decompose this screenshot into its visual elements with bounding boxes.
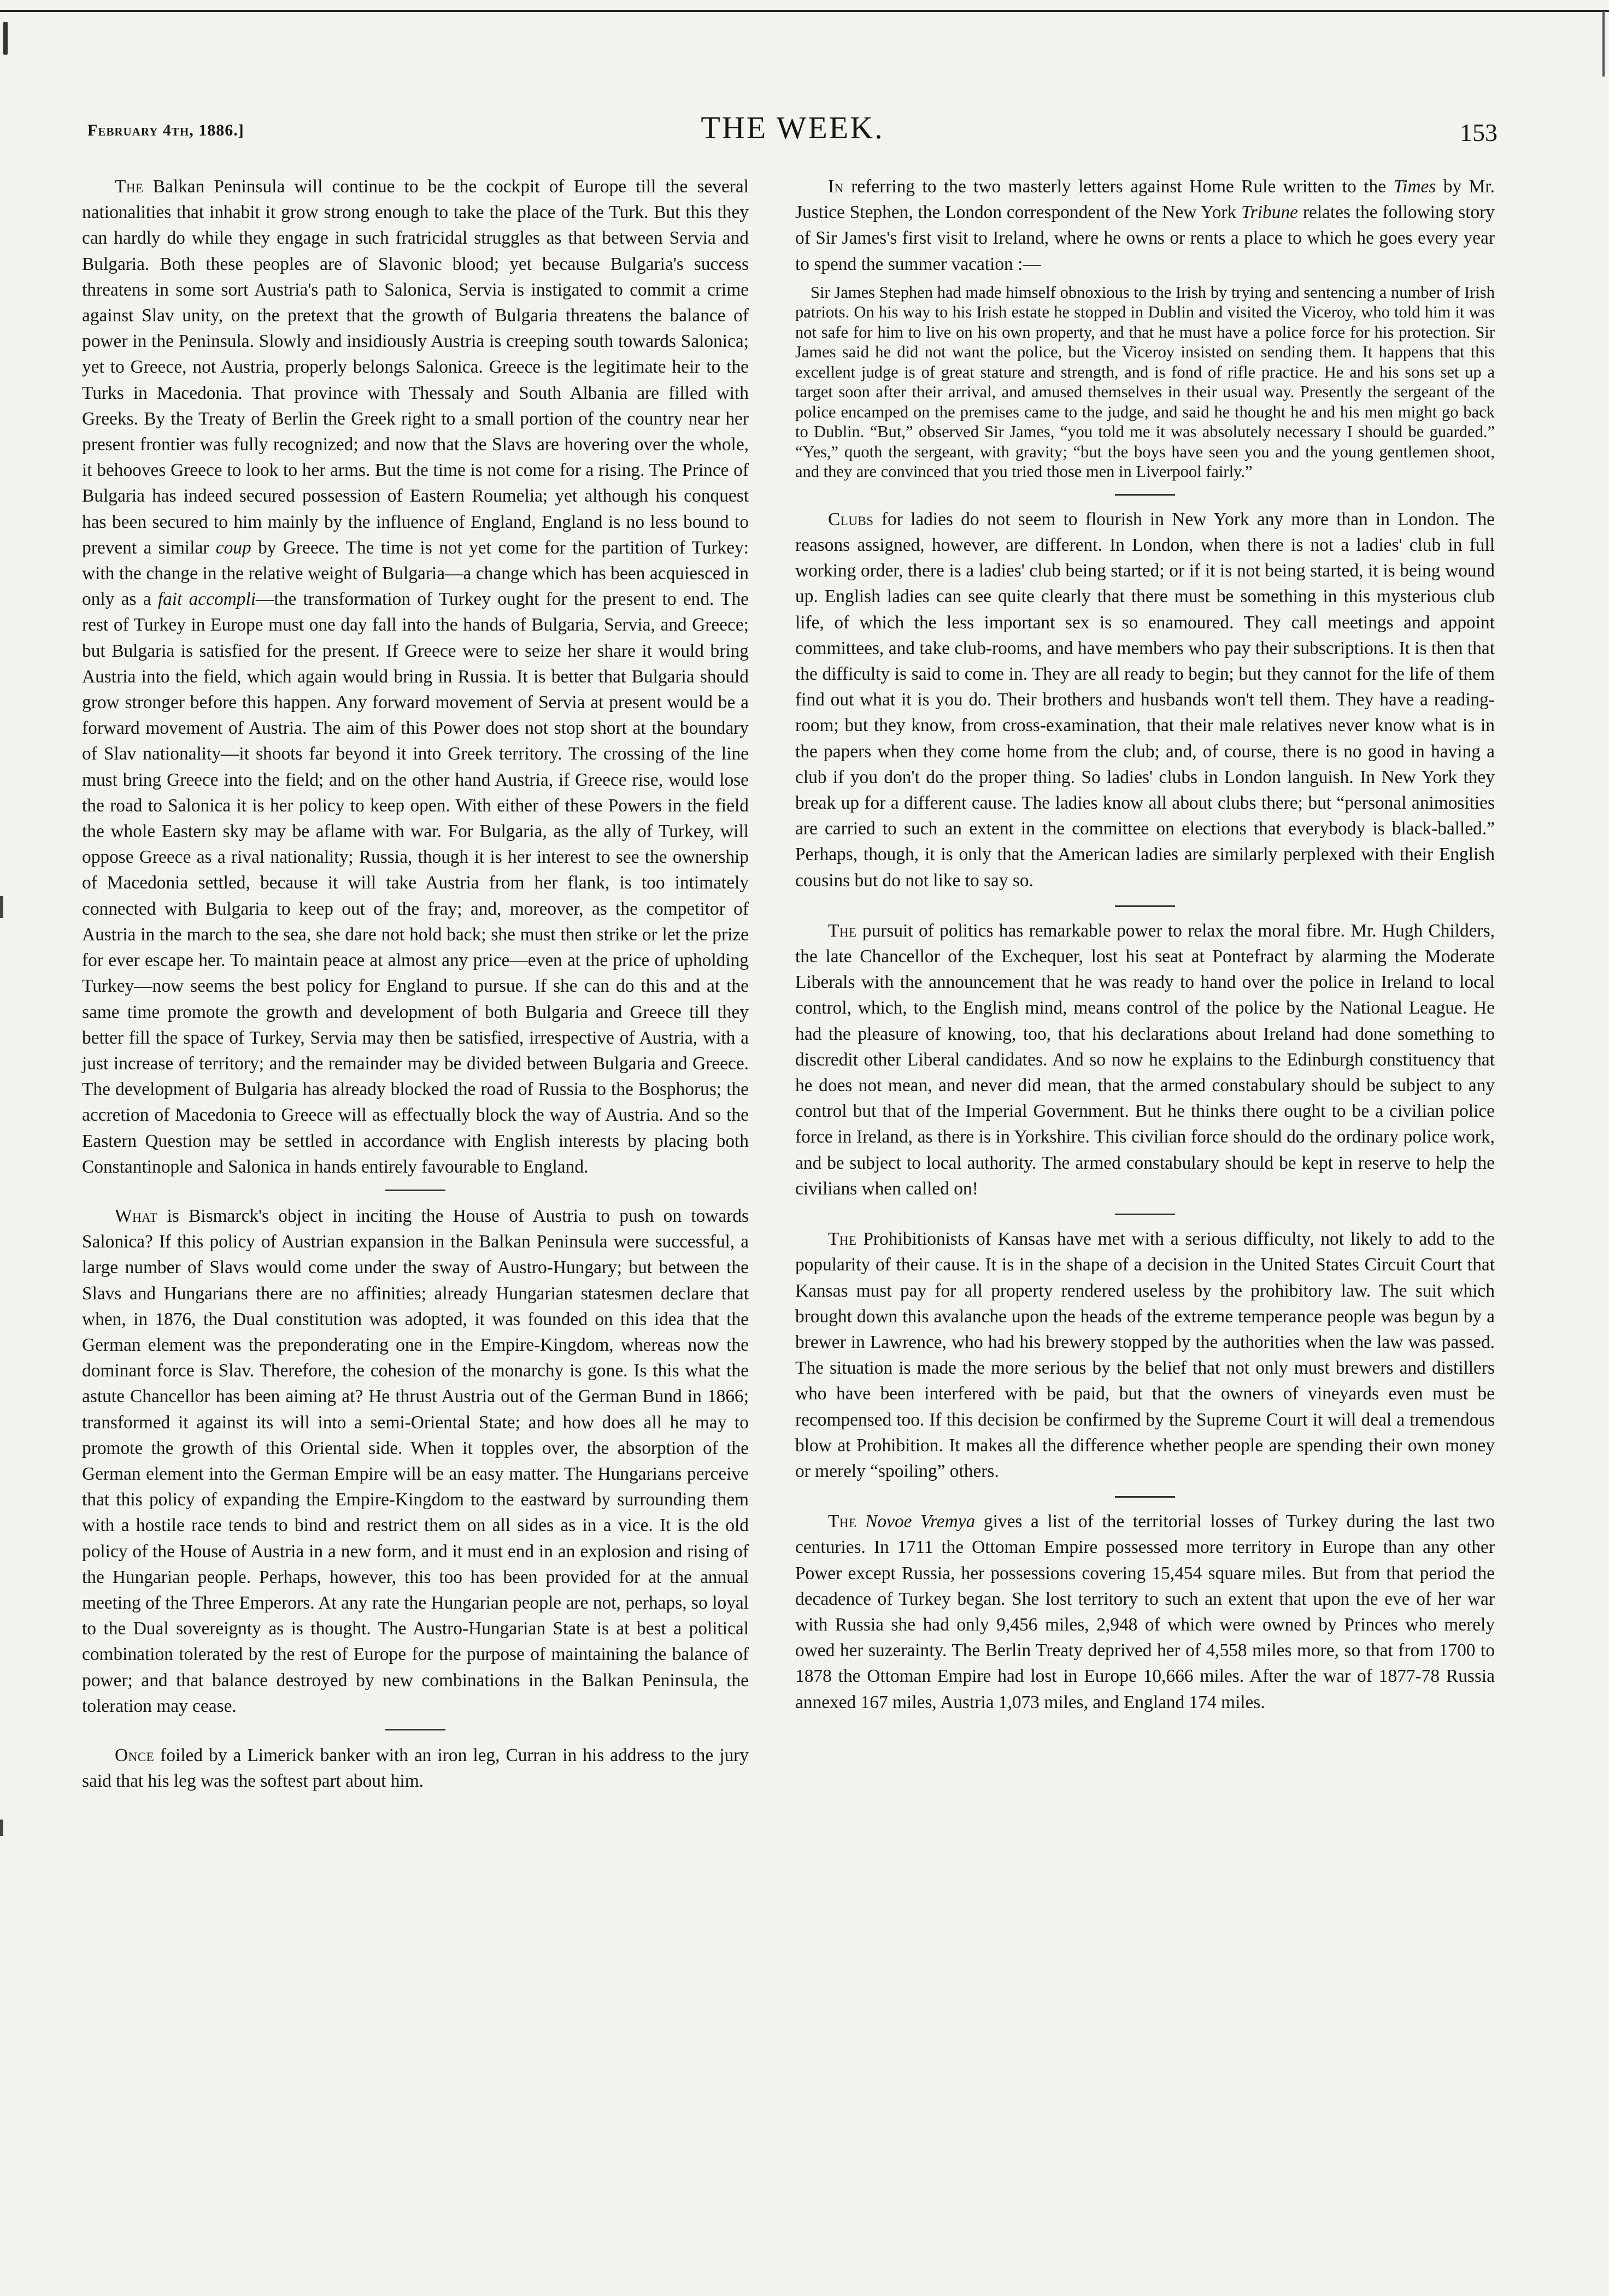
article-clubs: Clubs for ladies do not seem to flourish in New York any more than in London. The reasons assigned, however, are different. In London, when there is not a ladies' club in full working order, there is a ladies' club being started; or if it is not being started, it is being wound up. English ladies can see quite clearly that there must be something in this mysterious club life, of which the less important sex is so enamoured. They call meetings and appoint committees, and take club-rooms, and have members who pay their subscriptions. It is then that the difficulty is said to come in. They are all ready to begin; but they cannot for the life of them find out what it is you do. Their brothers and husbands won't tell them. They have a reading-room; but they know, from cross-examination, that their male relatives never know what is in the papers when they come home from the club; and, of course, there is no good in having a club if you don't do the proper thing. So ladies' clubs in London languish. In New York they break up for a different cause. The ladies know all about clubs there; but “personal animosities are carried to such an extent in the committee on elections that everybody is black-balled.” Perhaps, though, it is only that the American ladies are similarly perplexed with their English cousins but do not like to say so. <box>795 509 1495 891</box>
newspaper-title: THE WEEK. <box>701 110 884 145</box>
page-edge-mark <box>3 22 8 55</box>
article-curran: Once foiled by a Limerick banker with an iron leg, Curran in his address to the jury said that his leg was the softest part about him. <box>82 1745 749 1792</box>
stephen-quote: Sir James Stephen had made himself obnoxious to the Irish by trying and sentencing a number of Irish patriots. On his way to his Irish estate he stopped in Dublin and visited the Viceroy, who told him it was not safe for him to live on his own property, and that he must have a police force for his protection. Sir James said he did not want the police, but the Viceroy insisted on sending them. It happens that this excellent judge is of great stature and strength, and is fond of rifle practice. He and his sons set up a target soon after their arrival, and amused themselves in their usual way. Presently the sergeant of the police encamped on the premises came to the judge, and said he thought he and his men might go back to Dublin. “But,” observed Sir James, “you told me it was absolutely necessary I should be guarded.” “Yes,” quoth the sergeant, with gravity; “but the boys have seen you and the young gentlemen shoot, and they are convinced that you tried those men in Liverpool fairly.” <box>795 282 1495 481</box>
article-balkan: The Balkan Peninsula will continue to be the cockpit of Europe till the several nationalities that inhabit it grow strong enough to take the place of the Turk. But this they can hardly do while they engage in such fratricidal struggles as that between Servia and Bulgaria. Both these peoples are of Slavonic blood; yet because Bulgaria's success threatens in some sort Austria's path to Salonica, Servia is instigated to commit a crime against Slav unity, on the pretext that the growth of Bulgaria threatens the balance of power in the Peninsula. Slowly and insidiously Austria is creeping south towards Salonica; yet to Greece, not Austria, properly belongs Salonica. Greece is the legitimate heir to the Turks in Macedonia. That province with Thessaly and South Albania are filled with Greeks. By the Treaty of Berlin the Greek right to a small portion of the country near her present frontier was fully recognized; and now that the Slavs are hovering over the whole, it behooves Greece to look to her arms. But the time is not come for a rising. The Prince of Bulgaria has indeed secured possession of Eastern Roumelia; yet although his conquest has been secured to him mainly by the influence of England, England is no less bound to prevent a similar coup by Greece. The time is not yet come for the partition of Turkey: with the change in the relative weight of Bulgaria—a change which has been acquiesced in only as a fait accompli—the transformation of Turkey ought for the present to end. The rest of Turkey in Europe must one day fall into the hands of Bulgaria, Servia, and Greece; but Bulgaria is satisfied for the present. If Greece were to seize her share it would bring Austria into the field, which again would bring in Russia. It is better that Bulgaria should grow stronger before this happen. Any forward movement of Servia at present would be a forward movement of Austria. The aim of this Power does not stop short at the boundary of Slav nationality—it shoots far beyond it into Greek territory. The crossing of the line must bring Greece into the field; and on the other hand Austria, if Greece rise, would lose the road to Salonica it is her policy to keep open. With either of these Powers in the field the whole Eastern sky may be aflame with war. For Bulgaria, as the ally of Turkey, will oppose Greece as a rival nationality; Russia, though it is her interest to see the ownership of Macedonia settled, because it will take Austria from her flank, is too intimately connected with Bulgaria to keep out of the fray; and, moreover, as the competitor of Austria in the march to the sea, she dare not hold back; she must then strike or let the prize for ever escape her. To maintain peace at almost any price—even at the price of upholding Turkey—now seems the best policy for England to pursue. If she can do this and at the same time promote the growth and development of both Bulgaria and Greece till they better fill the space of Turkey, Servia may then be satisfied, irrespective of Austria, with a just increase of territory; and the remainder may be divided between Bulgaria and Greece. The development of Bulgaria has already blocked the road of Russia to the Bosphorus; the accretion of Macedonia to Greece will as effectually block the way of Austria. And so the Eastern Question may be settled in accordance with English interests by placing both Constantinople and Salonica in hands entirely favourable to England. <box>82 176 749 1177</box>
issue-date: February 4th, 1886.] <box>87 121 244 139</box>
section-divider <box>385 1190 445 1191</box>
right-column <box>795 174 1495 1715</box>
article-stephen: In referring to the two masterly letters against Home Rule written to the Times by Mr. Justice Stephen, the London correspondent of the New York Tribune relates the following story of Sir James's first visit to Ireland, where he owns or rents a place to which he goes every year to spend the summer vacation :— <box>795 176 1495 274</box>
page-number: 153 <box>1460 119 1498 146</box>
section-divider <box>1115 1496 1175 1498</box>
section-divider <box>1115 494 1175 496</box>
left-column <box>82 174 749 1794</box>
page-edge-mark <box>1602 11 1605 76</box>
section-divider <box>1115 1214 1175 1215</box>
article-novoe-vremya: The Novoe Vremya gives a list of the territorial losses of Turkey during the last two centuries. In 1711 the Ottoman Empire possessed more territory in Europe than any other Power except Russia, her possessions covering 15,454 square miles. But from that period the decadence of Turkey began. She lost territory to such an extent that upon the eve of her war with Russia she had only 9,456 miles, 2,948 of which were owned by Princes who merely owed her suzerainty. The Berlin Treaty deprived her of 4,558 miles more, so that from 1700 to 1878 the Ottoman Empire had lost in Europe 10,666 miles. After the war of 1877-78 Russia annexed 167 miles, Austria 1,073 miles, and England 174 miles. <box>795 1511 1495 1712</box>
page-edge-mark <box>0 896 3 918</box>
article-politics: The pursuit of politics has remarkable power to relax the moral fibre. Mr. Hugh Childers, the late Chancellor of the Exchequer, lost his seat at Pontefract by alarming the Moderate Liberals with the announcement that he was ready to hand over the police in Ireland to local control, which, to the English mind, means control of the police by the National League. He had the pleasure of knowing, too, that his declarations about Ireland had done something to discredit other Liberal candidates. And so now he explains to the Edinburgh constituency that he does not mean, and never did mean, that the armed constabulary should be subject to any control but that of the Imperial Government. But he thinks there ought to be a civilian police force in Ireland, as there is in Yorkshire. This civilian force should do the ordinary police work, and be subject to local authority. The armed constabulary should be kept in reserve to help the civilians when called on! <box>795 920 1495 1199</box>
masthead <box>87 109 1498 153</box>
top-rule <box>0 10 1609 12</box>
page-edge-mark <box>0 1820 3 1836</box>
section-divider <box>1115 905 1175 907</box>
section-divider <box>385 1729 445 1730</box>
article-bismarck: What is Bismarck's object in inciting the House of Austria to push on towards Salonica? If this policy of Austrian expansion in the Balkan Peninsula were successful, a large number of Slavs would come under the sway of Austro-Hungary; but between the Slavs and Hungarians there are no affinities; already Hungarian statesmen declare that when, in 1876, the Dual constitution was adopted, it was founded on this idea that the German element was the preponderating one in the Empire-Kingdom, whereas now the dominant force is Slav. Therefore, the cohesion of the monarchy is gone. Is this what the astute Chancellor has been aiming at? He thrust Austria out of the German Bund in 1866; transformed it against its will into a semi-Oriental State; and how does all he may to promote the growth of this Oriental side. When it topples over, the absorption of the German element into the German Empire will be an easy matter. The Hungarians perceive that this policy of expanding the Empire-Kingdom to the eastward by surrounding them with a hostile race tends to bind and restrict them on all sides as in a vice. It is the old policy of the House of Austria in a new form, and it must end in an explosion and rising of the Hungarian people. Perhaps, however, this too has been provided for at the annual meeting of the Three Emperors. At any rate the Hungarian people are not, perhaps, so loyal to the Dual sovereignty as is thought. The Austro-Hungarian State is at best a political combination tolerated by the rest of Europe for the purpose of maintaining the balance of power; and that balance destroyed by new combinations in the Balkan Peninsula, the toleration may cease. <box>82 1205 749 1716</box>
article-kansas: The Prohibitionists of Kansas have met with a serious difficulty, not likely to add to the popularity of their cause. It is in the shape of a decision in the United States Circuit Court that Kansas must pay for all property rendered useless by the prohibitory law. The suit which brought down this avalanche upon the heads of the extreme temperance people was begun by a brewer in Lawrence, who had his brewery stopped by the authorities when the law was passed. The situation is made the more serious by the belief that not only must brewers and distillers who have been interfered with be paid, but that the owners of vineyards even must be recompensed too. If this decision be confirmed by the Supreme Court it will deal a tremendous blow at Prohibition. It makes all the difference whether people are spending their own money or merely “spoiling” others. <box>795 1229 1495 1481</box>
